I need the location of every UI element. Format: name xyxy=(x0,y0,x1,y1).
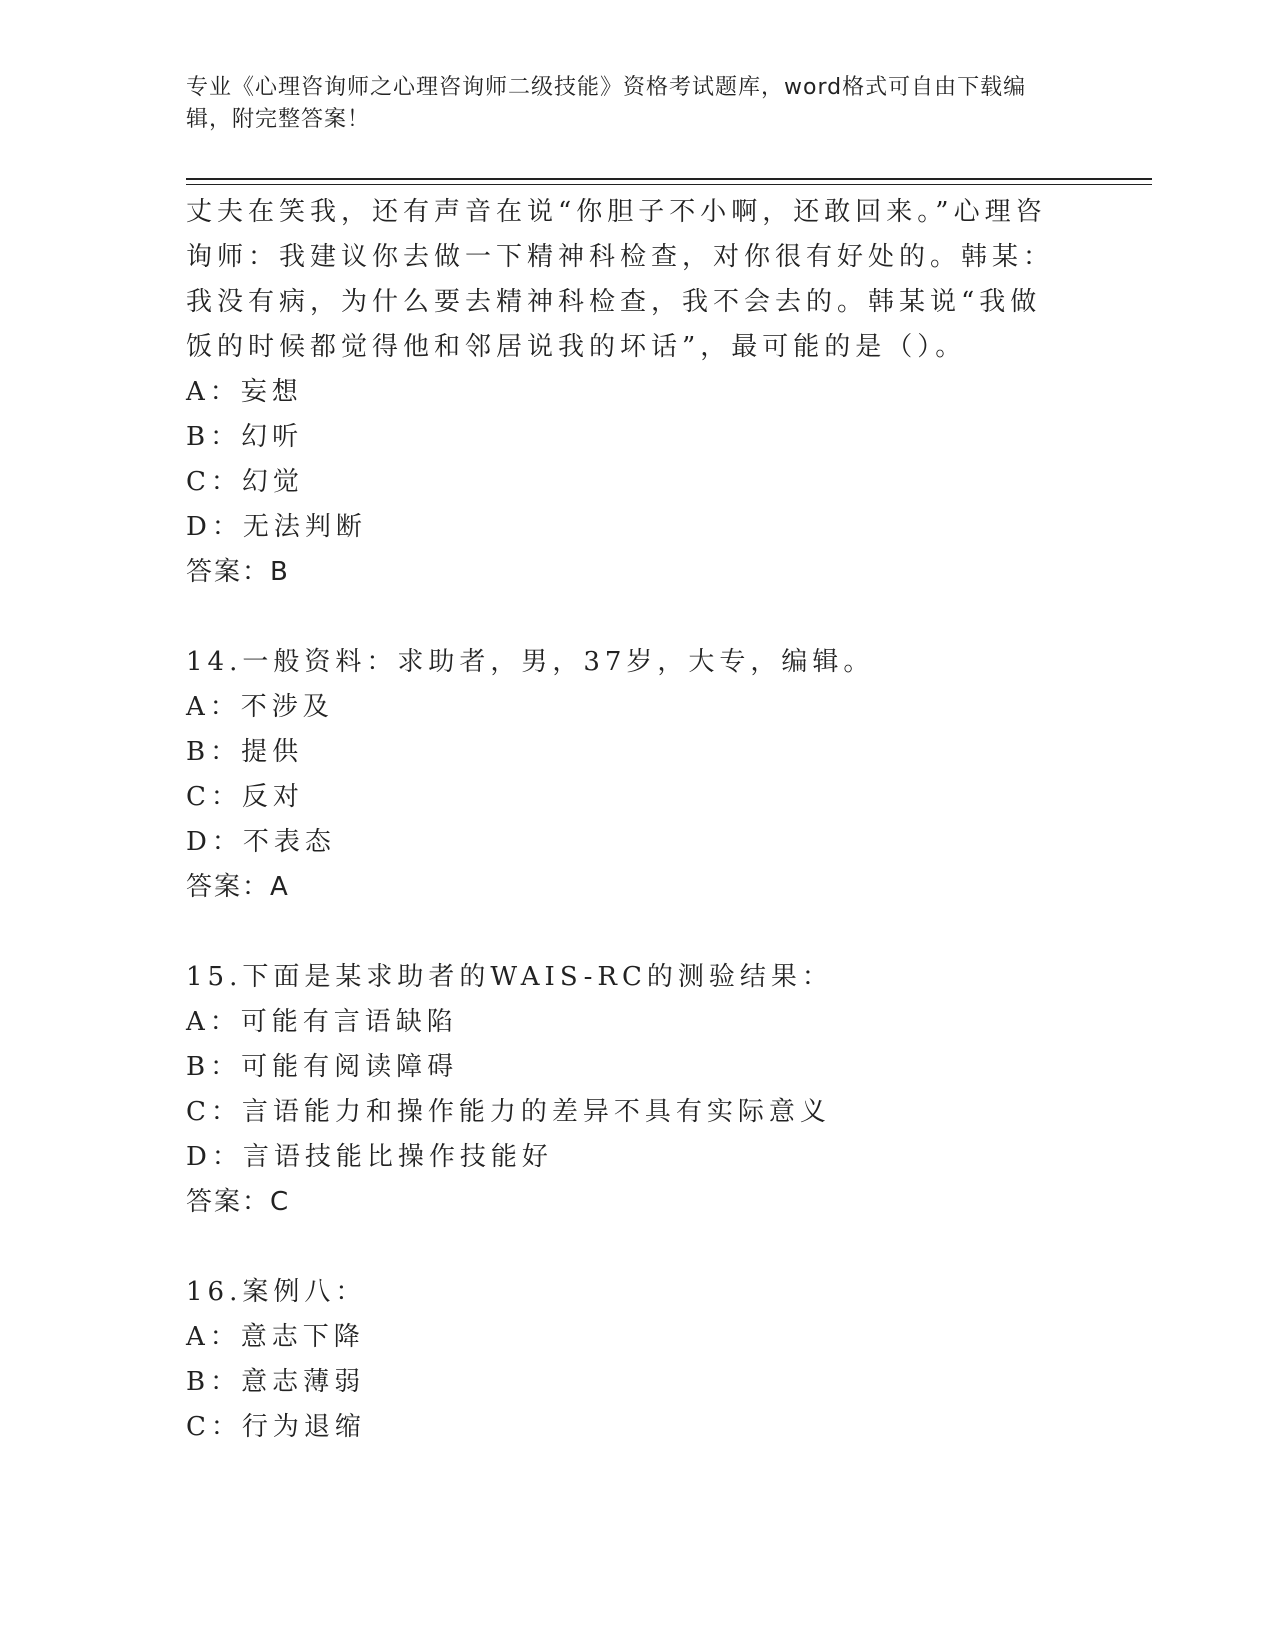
question-14-option-c: C：反对 xyxy=(186,782,304,812)
header-rule-thick xyxy=(186,178,1152,180)
question-15-option-b: B：可能有阅读障碍 xyxy=(186,1052,459,1082)
question-14-answer: 答案：A xyxy=(186,872,290,902)
header-rule-thin xyxy=(186,184,1152,185)
question-13-option-a: A：妄想 xyxy=(186,377,303,407)
question-13-option-b: B：幻听 xyxy=(186,422,304,452)
spacer xyxy=(186,910,1066,955)
question-15-stem: 15.下面是某求助者的WAIS-RC的测验结果： xyxy=(186,962,833,992)
question-15-option-d: D：言语技能比操作技能好 xyxy=(186,1142,553,1172)
question-14-option-b: B：提供 xyxy=(186,737,304,767)
question-13-option-c: C：幻觉 xyxy=(186,467,304,497)
question-16-option-c: C：行为退缩 xyxy=(186,1412,366,1442)
question-15-answer: 答案：C xyxy=(186,1187,291,1217)
question-13-option-d: D：无法判断 xyxy=(186,512,367,542)
spacer xyxy=(186,1225,1066,1270)
question-14-option-d: D：不表态 xyxy=(186,827,336,857)
question-13-answer: 答案：B xyxy=(186,557,290,587)
question-15-option-c: C：言语能力和操作能力的差异不具有实际意义 xyxy=(186,1097,831,1127)
question-15-option-a: A：可能有言语缺陷 xyxy=(186,1007,458,1037)
question-15 xyxy=(186,955,1066,1225)
question-13-stem: 丈夫在笑我，还有声音在说“你胆子不小啊，还敢回来。”心理咨询师：我建议你去做一下精神科检查，对你很有好处的。韩某：我没有病，为什么要去精神科检查，我不会去的。韩某说“我做饭的时候都觉得他和邻居说我的坏话”，最可能的是（）。 xyxy=(186,197,1055,362)
question-14-stem: 14.一般资料：求助者，男，37岁，大专，编辑。 xyxy=(186,647,875,677)
question-16-stem: 16.案例八： xyxy=(186,1277,367,1307)
spacer xyxy=(186,595,1066,640)
question-16-option-b: B：意志薄弱 xyxy=(186,1367,366,1397)
question-16 xyxy=(186,1270,1066,1450)
question-content xyxy=(186,190,1066,1450)
question-13 xyxy=(186,190,1066,595)
document-header: 专业《心理咨询师之心理咨询师二级技能》资格考试题库，word格式可自由下载编辑，附完整答案！ xyxy=(186,75,1027,132)
question-14-option-a: A：不涉及 xyxy=(186,692,334,722)
question-16-option-a: A：意志下降 xyxy=(186,1322,365,1352)
question-14 xyxy=(186,640,1066,910)
